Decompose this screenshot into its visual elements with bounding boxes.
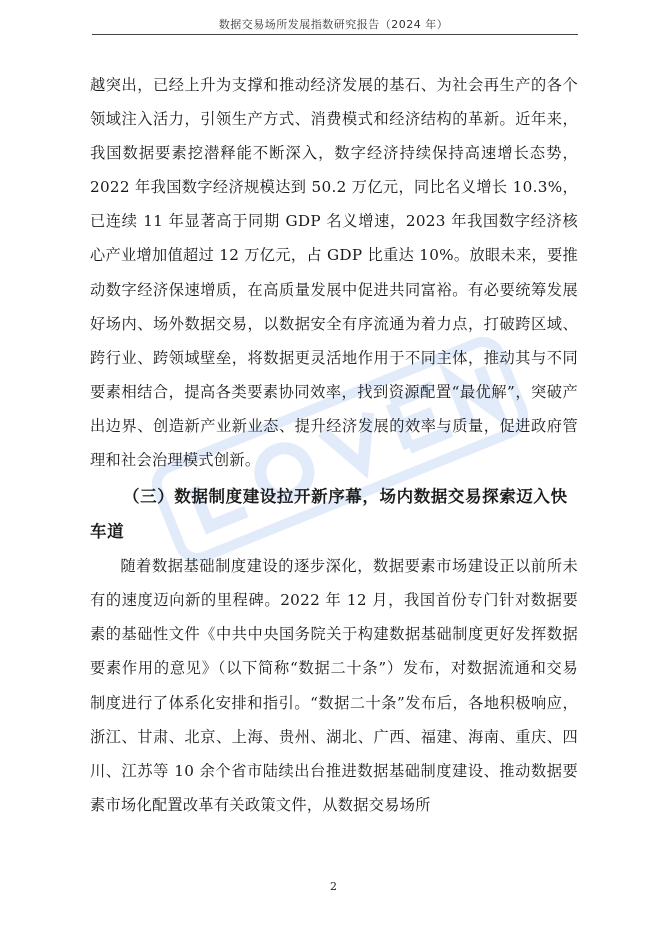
section-heading: （三）数据制度建设拉开新序幕，场内数据交易探索迈入快车道 [90,487,568,542]
body-paragraph-2: 随着数据基础制度建设的逐步深化，数据要素市场建设正以前所未有的速度迈向新的里程碑。2022 年 12 月，我国首份专门针对数据要素的基础性文件《中共中央国务院关于构建数据基础制度更好发挥数据要素作用的意见》（以下简称“数据二十条”）发布，对数据流通和交易制度进行了体系化安排和指引。“数据二十条”发布后，各地积极响应，浙江、甘肃、北京、上海、贵州、湖北、广西、福建、海南、重庆、四川、江苏等 10 余个省市陆续出台推进数据基础制度建设、推动数据要素市场化配置改革有关政策文件，从数据交易场所 [90,557,578,814]
page-number: 2 [330,880,337,893]
header-divider [92,34,578,35]
body-paragraph-1: 越突出，已经上升为支撑和推动经济发展的基石、为社会再生产的各个领域注入活力，引领生产方式、消费模式和经济结构的革新。近年来，我国数据要素挖潜释能不断深入，数字经济持续保持高速增长态势，2022 年我国数字经济规模达到 50.2 万亿元，同比名义增长 10.3%，已连续 11 年显著高于同期 GDP 名义增速，2023 年我国数字经济核心产业增加值超过 12 万亿元，占 GDP 比重达 10%。放眼未来，要推动数字经济保速增质，在高质量发展中促进共同富裕。有必要统筹发展好场内、场外数据交易，以数据安全有序流通为着力点，打破跨区域、跨行业、跨领域壁垒，将数据更灵活地作用于不同主体，推动其与不同要素相结合，提高各类要素协同效率，找到资源配置“最优解”，突破产出边界、创造新产业新业态、提升经济发展的效率与质量，促进政府管理和社会治理模式创新。 [90,76,578,470]
page-header-title: 数据交易场所发展指数研究报告（2024 年） [218,18,449,31]
document-body [90,68,578,822]
